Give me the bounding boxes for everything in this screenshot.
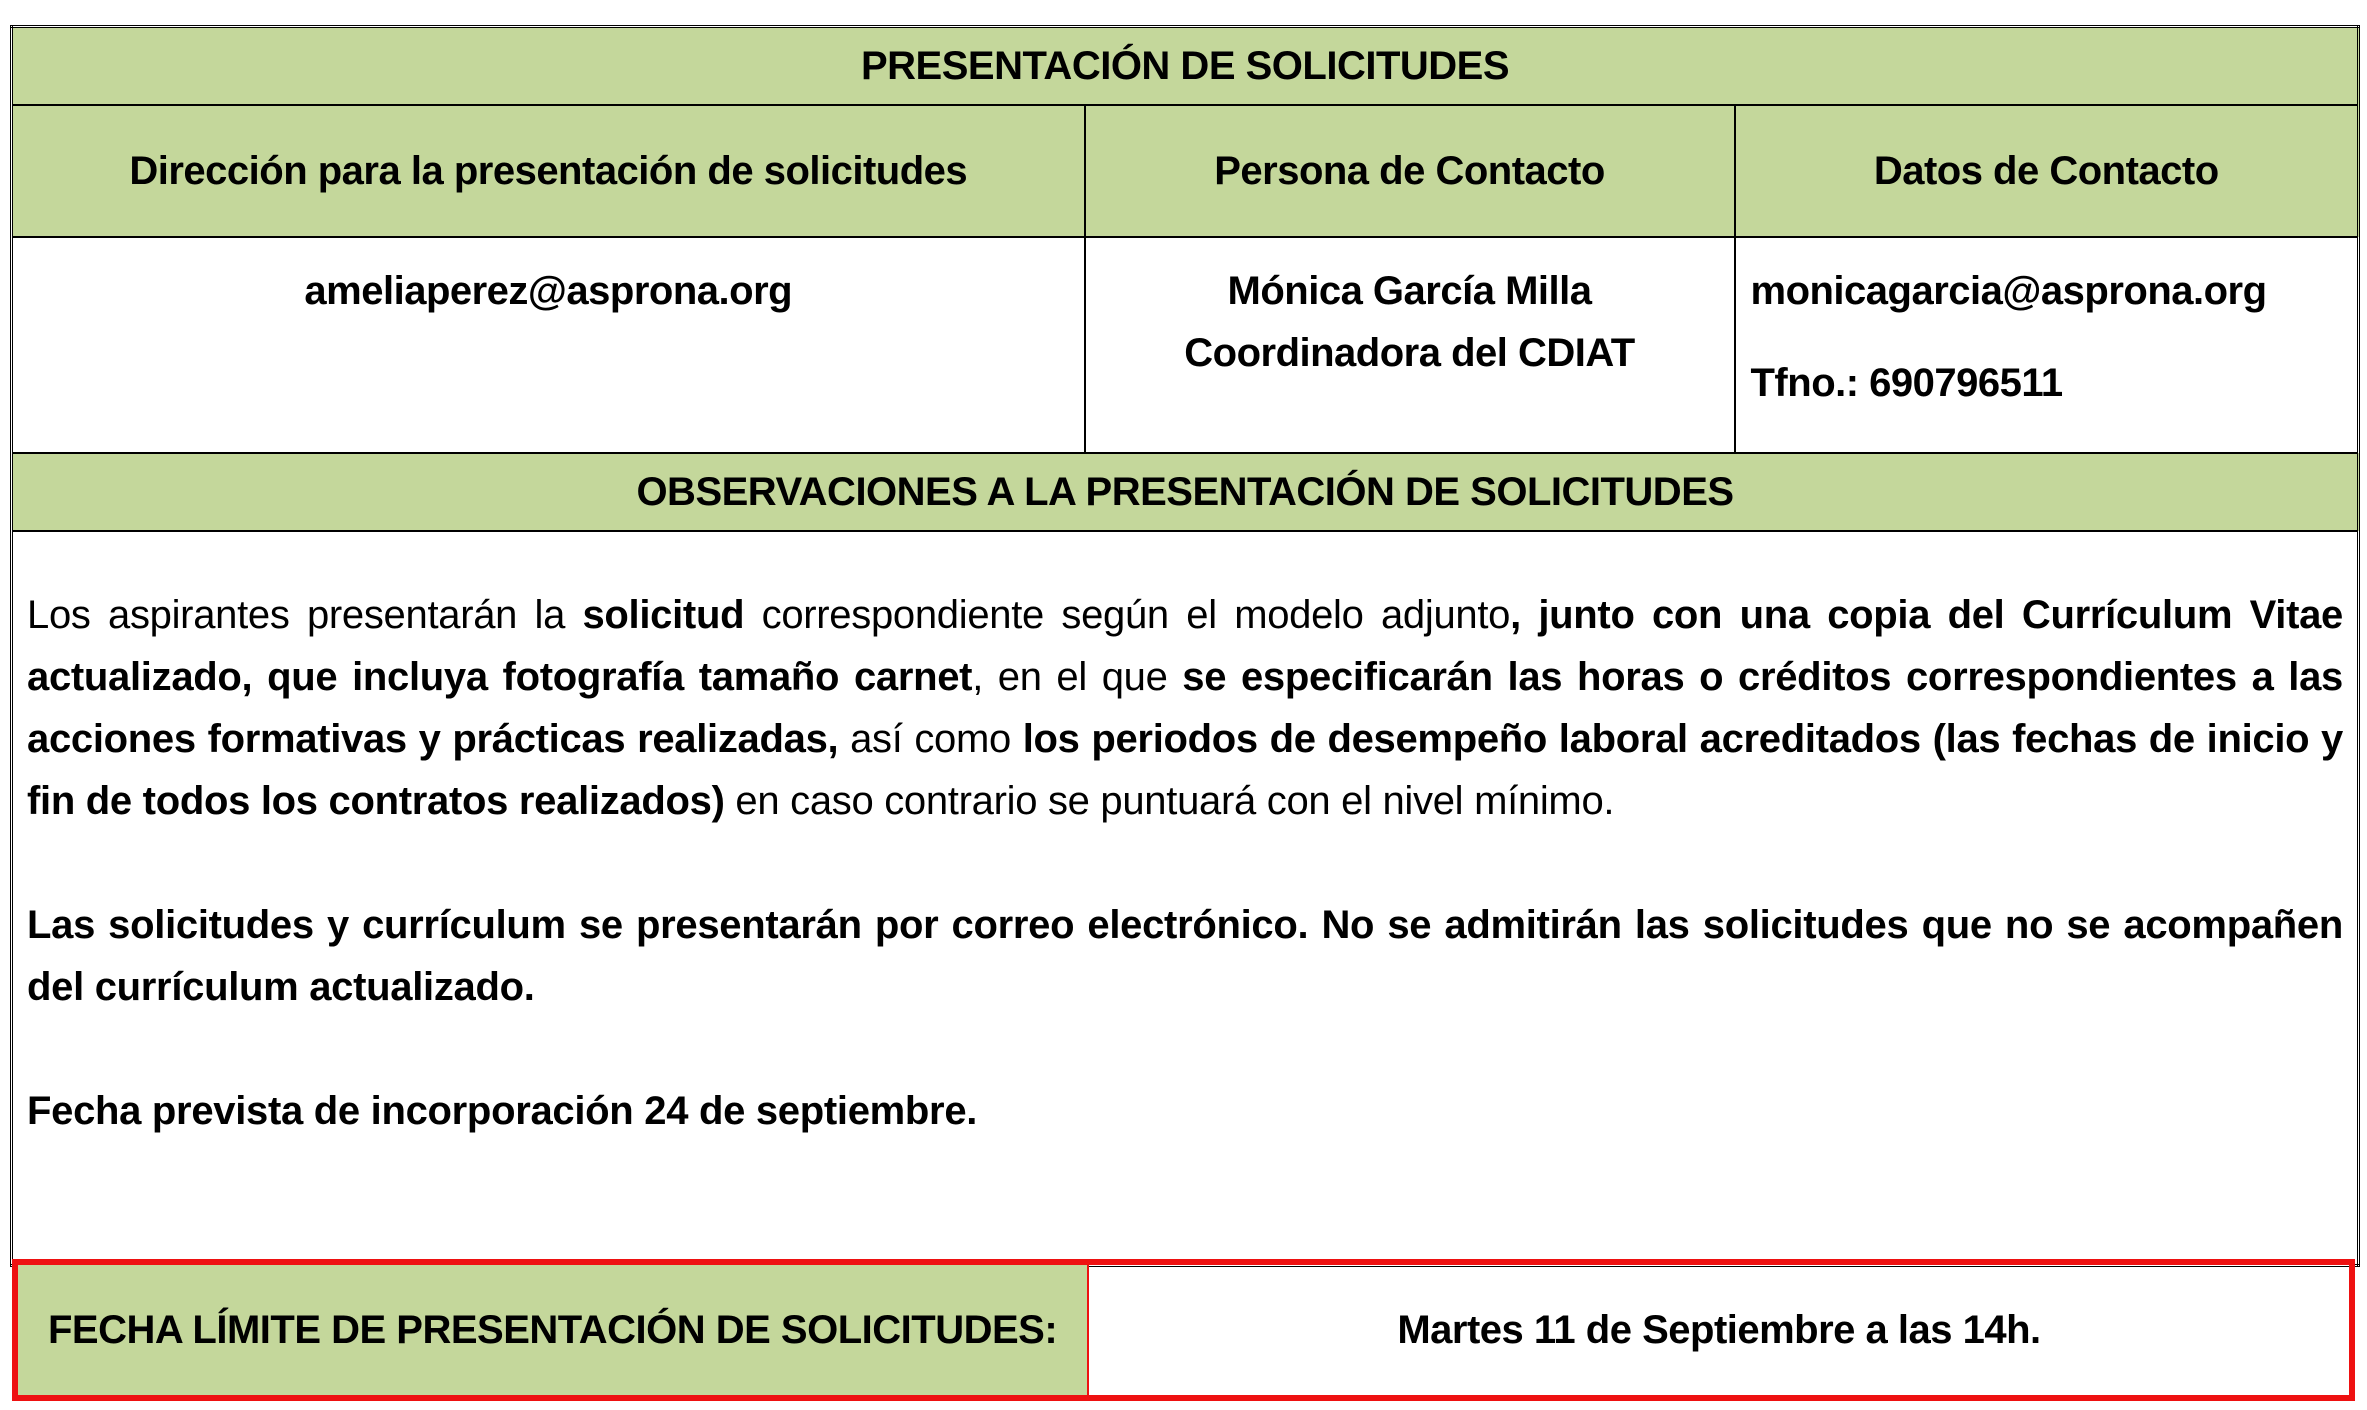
observations-title: OBSERVACIONES A LA PRESENTACIÓN DE SOLICITUDES [12,453,2359,531]
header-contact-person: Persona de Contacto [1085,105,1735,237]
address-email[interactable]: ameliaperez@asprona.org [304,269,793,313]
contact-data-cell [1735,237,2359,453]
observations-paragraph-2: Las solicitudes y currículum se presentarán por correo electrónico. No se admitirán las solicitudes que no se acompañen del currículum actualizado. [27,903,2343,1009]
table-title: PRESENTACIÓN DE SOLICITUDES [12,27,2359,106]
deadline-value: Martes 11 de Septiembre a las 14h. [1397,1307,2041,1352]
observations-paragraph-3: Fecha prevista de incorporación 24 de septiembre. [27,1089,978,1133]
deadline-box [12,1259,2355,1401]
contact-person-name: Mónica García Milla [1227,269,1592,313]
deadline-label: FECHA LÍMITE DE PRESENTACIÓN DE SOLICITUDES: [18,1265,1089,1395]
contact-person-role: Coordinadora del CDIAT [1184,331,1635,375]
address-cell [12,237,1085,453]
application-table [10,25,2360,1267]
header-address: Dirección para la presentación de solicitudes [12,105,1085,237]
contact-phone: Tfno.: 690796511 [1750,361,2063,405]
observations-body [12,531,2359,1266]
contact-person-cell [1085,237,1735,453]
contact-email[interactable]: monicagarcia@asprona.org [1750,269,2267,313]
header-contact-data: Datos de Contacto [1735,105,2359,237]
observations-paragraph-1: Los aspirantes presentarán la solicitud correspondiente según el modelo adjunto, junto con una copia del Currículum Vitae actualizado, que incluya fotografía tamaño carnet, en el que se especificarán las horas o créditos correspondientes a las acciones formativas y prácticas realizadas, así como los periodos de desempeño laboral acreditados (las fechas de inicio y fin de todos los contratos realizados) en caso contrario se puntuará con el nivel mínimo. [27,593,2344,823]
